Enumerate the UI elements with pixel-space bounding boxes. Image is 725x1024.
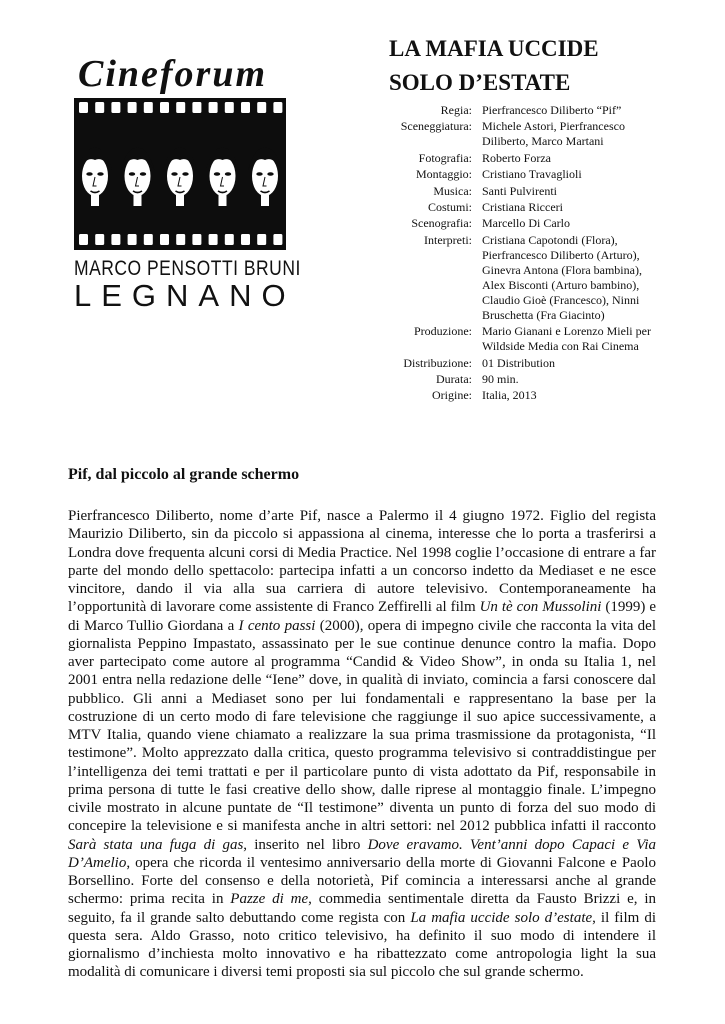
credit-value: Cristiano Travaglioli bbox=[482, 167, 582, 182]
article-text-run: , commedia sentimentale diretta da Fausto Brizzi e, in seguito, fa il grande salto debuttando come regista con bbox=[68, 891, 657, 926]
credits-list bbox=[378, 103, 678, 405]
credit-label: Origine: bbox=[432, 388, 472, 403]
credit-row bbox=[378, 200, 678, 215]
credit-label: Scenografia: bbox=[411, 216, 472, 231]
credit-label: Sceneggiatura: bbox=[400, 119, 472, 134]
article-heading: Pif, dal piccolo al grande schermo bbox=[68, 466, 300, 483]
article-title-italic: Un tè con Mussolini bbox=[479, 599, 602, 616]
credit-row bbox=[378, 324, 678, 354]
article-text-run: (2000), opera di impegno civile che racconta la vita del giornalista Peppino Impastato, assassinato per le sue continue denunce contro la mafia. Dopo aver partecipato come autore al programma “Candid & Video Show”, in onda su Italia 1, nel 2001 entra nella redazione delle “Iene” dove, in qualità di inviato, comincia a farsi conoscere dal pubblico. Gli anni a Mediaset sono per lui fondamentali e rappresentano la base per la costruzione di un certo modo di fare televisione che raggiunge il suo apice successivamente, a MTV Italia, quando viene chiamato a realizzare la sua prima trasmissione da protagonista, “Il testimone”. Molto apprezzato dalla critica, questo programma televisivo si contraddistingue per l’intelligenza dei temi trattati e per il particolare punto di vista adottato da Pif, responsabile in prima persona di tutte le fasi creative dello show, dalle riprese al montaggio finale. L’impegno civile mostrato in alcune puntate de “Il testimone” diventa un punto di forza del suo modo di concepire la televisione e si manifesta anche in altri settori: nel 2012 pubblica infatti il racconto bbox=[68, 617, 657, 835]
credit-label: Costumi: bbox=[427, 199, 472, 214]
credit-value: Santi Pulvirenti bbox=[482, 183, 557, 198]
credit-row bbox=[378, 119, 678, 149]
article-title-italic: I cento passi bbox=[238, 617, 316, 634]
credit-row bbox=[378, 151, 678, 166]
article-title-italic: Dove eravamo. Vent’anni dopo Capaci e Via D’Amelio bbox=[68, 836, 657, 871]
credit-label: Montaggio: bbox=[416, 167, 472, 182]
credit-label: Fotografia: bbox=[418, 150, 472, 165]
credit-row bbox=[378, 216, 678, 231]
credit-row bbox=[378, 356, 678, 371]
credit-label: Regia: bbox=[440, 103, 472, 117]
credit-value: 90 min. bbox=[482, 371, 519, 386]
credit-value: Italia, 2013 bbox=[482, 388, 537, 403]
credit-row bbox=[378, 388, 678, 403]
credit-value: Cristiana Ricceri bbox=[482, 199, 563, 214]
credit-value: Marcello Di Carlo bbox=[482, 216, 570, 231]
article-body bbox=[68, 507, 656, 982]
credit-row bbox=[378, 103, 678, 118]
article-title-italic: La mafia uccide solo d’estate bbox=[410, 909, 593, 926]
article-text-run: , inserito nel libro bbox=[243, 836, 368, 853]
film-strip-faces-icon bbox=[74, 98, 286, 250]
cineforum-logo bbox=[74, 53, 301, 313]
credit-value: Pierfrancesco Diliberto “Pif” bbox=[482, 103, 622, 117]
logo-city: LEGNANO bbox=[74, 278, 296, 313]
credit-row bbox=[378, 372, 678, 387]
credit-label: Produzione: bbox=[414, 324, 472, 339]
credit-row bbox=[378, 184, 678, 199]
article-text-run: , il film di questa sera. Aldo Grasso, noto critico televisivo, ha definito il suo modo di intendere il giornalismo d’inchiesta molto innovativo e ha ribattezzato come antropologia light la sua modalità di comunicare i diversi temi proposti sia sul piccolo che sul grande schermo. bbox=[68, 909, 657, 981]
logo-subtitle: MARCO PENSOTTI BRUNI bbox=[74, 256, 301, 280]
credit-value: Michele Astori, Pierfrancesco Diliberto, Marco Martani bbox=[482, 119, 625, 149]
film-title-line-2: SOLO D’ESTATE bbox=[389, 70, 571, 95]
article-title-italic: Sarà stata una fuga di gas bbox=[68, 836, 244, 853]
credit-value: Roberto Forza bbox=[482, 150, 551, 165]
logo-wordmark: Cineforum bbox=[78, 53, 268, 95]
article-text-run: Pierfrancesco Diliberto, nome d’arte Pif, nasce a Palermo il 4 giugno 1972. Figlio del regista Maurizio Diliberto, sin da piccolo si appassiona al cinema, interesse che lo porta a trasferirsi a Londra dove frequenta alcuni corsi di Media Practice. Nel 1998 coglie l’occasione di entrare a far parte del mondo dello spettacolo: partecipa infatti a un concorso indetto da Mediaset e ne esce vincitore, dando il via alla sua carriera di autore televisivo. Contemporaneamente ha l’opportunità di lavorare come assistente di Franco Zeffirelli al film bbox=[68, 508, 656, 616]
credit-value: 01 Distribution bbox=[482, 355, 556, 370]
credit-label: Musica: bbox=[433, 183, 472, 198]
film-title bbox=[389, 32, 599, 100]
credit-label: Durata: bbox=[436, 371, 472, 386]
credit-row bbox=[378, 167, 678, 182]
credit-label: Distribuzione: bbox=[403, 355, 472, 370]
article-text-run: , opera che ricorda il ventesimo anniversario della morte di Giovanni Falcone e Paolo Borsellino. Forte del consenso e della notorietà, Pif comincia a interessarsi anche al grande schermo: prima recita in bbox=[68, 854, 656, 908]
credit-value: Cristiana Capotondi (Flora), Pierfrancesco Diliberto (Arturo), Ginevra Antona (Flora bambina), Alex Bisconti (Arturo bambino), Claudio Gioè (Francesco), Ninni Bruschetta (Fra Giacinto) bbox=[482, 232, 642, 322]
credit-value: Mario Gianani e Lorenzo Mieli per Wildside Media con Rai Cinema bbox=[482, 324, 651, 354]
film-title-line-1: LA MAFIA UCCIDE bbox=[389, 36, 599, 61]
article-title-italic: Pazze di me bbox=[230, 891, 309, 908]
credit-label: Interpreti: bbox=[424, 232, 472, 247]
credit-row bbox=[378, 233, 678, 323]
article-text-run: (1999) e di Marco Tullio Giordana a bbox=[68, 599, 656, 634]
